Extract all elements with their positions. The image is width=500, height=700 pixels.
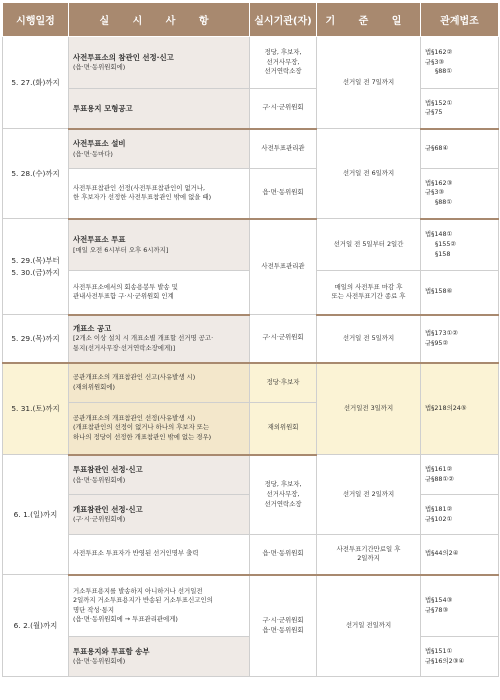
standard-line: 2일까지	[357, 554, 380, 563]
task-line: 사전투표참관인 선정(사전투표참관인이 없거나,	[73, 183, 206, 192]
law-line: §88①	[435, 198, 453, 207]
agency-line: 선거연락소장	[264, 67, 302, 76]
task-cell	[69, 37, 250, 89]
header-task: 실 시 사 항	[69, 3, 250, 37]
law-cell	[421, 89, 499, 129]
task-line: (개표참관인의 선정이 없거나 하나의 후보자 또는	[73, 423, 210, 432]
date-line: 5. 29.(목)부터	[11, 256, 60, 266]
date-cell: 5. 28.(수)까지	[3, 129, 69, 219]
table-row	[3, 363, 499, 403]
task-line: 관내사전투표함 구·시·군위원회 인계	[73, 292, 174, 301]
task-cell	[69, 315, 250, 363]
agency-cell: 읍·면·동위원회	[250, 535, 317, 575]
task-cell	[69, 169, 250, 219]
standard-cell: 선거일 전 5일부터 2일간	[317, 219, 421, 271]
task-cell	[69, 219, 250, 271]
law-line: 법§152①	[425, 98, 453, 107]
task-line: 명단 작성·통지	[73, 605, 115, 614]
task-cell	[69, 129, 250, 169]
task-title: 사전투표소 설비	[73, 139, 126, 149]
task-cell	[69, 363, 250, 403]
agency-cell	[250, 455, 317, 535]
agency-line: 구·시·군위원회	[262, 616, 304, 625]
law-cell	[421, 495, 499, 535]
standard-line: 또는 사전투표기간 종료 후	[331, 292, 406, 301]
table-row	[3, 535, 499, 575]
law-line: 법§162③	[425, 178, 453, 187]
task-sub: (읍·면·동위원회에)	[73, 475, 126, 484]
task-cell	[69, 271, 250, 315]
law-cell	[421, 637, 499, 677]
law-line: 법§161②	[425, 464, 453, 473]
task-cell: 사전투표소 투표자가 반영된 선거인명부 출력	[69, 535, 250, 575]
agency-cell: 재외위원회	[250, 403, 317, 455]
agency-line: 선거사무장,	[266, 57, 300, 66]
task-title: 투표참관인 선정·신고	[73, 465, 143, 475]
table-row	[3, 89, 499, 129]
agency-cell: 사전투표관리관	[250, 129, 317, 169]
agency-cell: 읍·면·동위원회	[250, 169, 317, 219]
standard-cell: 선거일 전 5일까지	[317, 315, 421, 363]
law-cell	[421, 315, 499, 363]
task-line: (읍·면·동위원회에 → 투표관리관에게)	[73, 615, 178, 624]
task-title: 사전투표소의 참관인 선정·신고	[73, 53, 174, 63]
law-cell: 법§218의24⑤	[421, 363, 499, 455]
law-line: 규§75	[425, 108, 443, 117]
task-sub: (읍·면·동위원회에)	[73, 63, 126, 72]
standard-cell: 선거일 전 2일까지	[317, 455, 421, 535]
task-sub: (읍·면·동마다)	[73, 149, 113, 158]
table-row	[3, 37, 499, 89]
law-cell: 법§44의2④	[421, 535, 499, 575]
date-cell: 5. 27.(화)까지	[3, 37, 69, 129]
standard-cell: 선거일 전일까지	[317, 575, 421, 677]
task-line: 공관개표소의 개표참관인 선정(사유발생 시)	[73, 413, 196, 422]
task-sub: (읍·면·동위원회에)	[73, 657, 126, 666]
law-cell: 규§68④	[421, 129, 499, 169]
law-line: 규§102①	[425, 514, 453, 523]
task-cell	[69, 455, 250, 495]
law-line: 법§181②	[425, 504, 453, 513]
task-sub: (구·시·군위원회에)	[73, 515, 126, 524]
task-line: 사전투표소에서의 회송용봉투 발송 및	[73, 282, 178, 291]
standard-cell	[317, 535, 421, 575]
task-line: 한 후보자가 선정한 사전투표참관인 밖에 없을 때)	[73, 193, 212, 202]
agency-cell	[250, 575, 317, 677]
law-cell	[421, 455, 499, 495]
law-line: 법§148①	[425, 230, 453, 239]
task-cell	[69, 495, 250, 535]
header-standard: 기 준 일	[317, 3, 421, 37]
task-cell	[69, 637, 250, 677]
standard-cell: 선거일전 3일까지	[317, 363, 421, 455]
task-line: 공관개표소의 개표참관인 신고(사유발생 시)	[73, 373, 196, 382]
law-line: 법§162②	[425, 48, 453, 57]
law-cell	[421, 37, 499, 89]
agency-line: 선거사무장,	[266, 489, 300, 498]
task-line: (재외위원회에)	[73, 382, 116, 391]
law-line: §158	[435, 249, 451, 258]
law-cell	[421, 219, 499, 271]
task-title: 개표소 공고	[73, 324, 112, 334]
law-cell	[421, 169, 499, 219]
task-title: 사전투표소 투표	[73, 235, 126, 245]
task-title: 개표참관인 선정·신고	[73, 505, 143, 515]
table-header-row	[3, 3, 499, 37]
agency-line: 읍·면·동위원회	[262, 625, 304, 634]
agency-cell	[250, 37, 317, 89]
task-title: 투표용지와 투표함 송부	[73, 647, 150, 657]
date-cell: 5. 31.(토)까지	[3, 363, 69, 455]
task-sub: [매일 오전 6시부터 오후 6시까지]	[73, 245, 169, 254]
agency-line: 선거연락소장	[264, 499, 302, 508]
task-sub: 통지(선거사무장·선거연락소장에게)]	[73, 344, 176, 353]
agency-line: 정당, 후보자,	[264, 48, 302, 57]
election-schedule-table	[2, 2, 499, 677]
agency-line: 정당, 후보자,	[264, 480, 302, 489]
date-cell: 5. 29.(목)까지	[3, 315, 69, 363]
law-line: 규§3③	[425, 57, 445, 66]
agency-cell: 사전투표관리관	[250, 219, 317, 315]
law-line: 규§78③	[425, 605, 449, 614]
standard-cell: 선거일 전 6일까지	[317, 129, 421, 219]
table-row	[3, 315, 499, 363]
standard-cell	[317, 271, 421, 315]
law-cell: 법§158⑥	[421, 271, 499, 315]
date-line: 5. 30.(금)까지	[11, 267, 60, 277]
date-cell: 6. 2.(월)까지	[3, 575, 69, 677]
task-sub: [2개소 이상 설치 시 개표소별 개표할 선거명 공고·	[73, 334, 214, 343]
date-cell: 6. 1.(일)까지	[3, 455, 69, 575]
task-line: 거소투표용지를 발송하지 아니하거나 선거일전	[73, 586, 203, 595]
standard-cell: 선거일 전 7일까지	[317, 37, 421, 129]
header-date: 시행일정	[3, 3, 69, 37]
law-line: 규§88①②	[425, 474, 454, 483]
law-line: 규§16의2③④	[425, 656, 465, 665]
task-title: 투표용지 모형공고	[73, 103, 133, 113]
task-cell	[69, 575, 250, 637]
task-line: 2일까지 거소투표용지가 반송된 거소투표신고인의	[73, 596, 213, 605]
table-row	[3, 129, 499, 169]
agency-cell: 구·시·군위원회	[250, 315, 317, 363]
law-line: 규§95②	[425, 338, 449, 347]
law-line: 법§154③	[425, 596, 453, 605]
standard-line: 사전투표기간만료일 후	[336, 544, 401, 553]
date-cell	[3, 219, 69, 315]
agency-cell: 정당·후보자	[250, 363, 317, 403]
table-row	[3, 219, 499, 271]
header-law: 관계법조	[421, 3, 499, 37]
law-line: §88①	[435, 67, 453, 76]
law-line: §155②	[435, 239, 457, 248]
law-line: 법§173①②	[425, 328, 459, 337]
law-cell	[421, 575, 499, 637]
table-row	[3, 455, 499, 495]
law-line: 규§3③	[425, 188, 445, 197]
task-cell	[69, 89, 250, 129]
task-line: 하나의 정당이 선정한 개표참관인 밖에 없는 경우)	[73, 433, 212, 442]
table-row	[3, 575, 499, 637]
task-cell	[69, 403, 250, 455]
header-agency: 실시기관(자)	[250, 3, 317, 37]
law-line: 법§151①	[425, 646, 453, 655]
agency-cell: 구·시·군위원회	[250, 89, 317, 129]
standard-line: 매일의 사전투표 마감 후	[334, 282, 403, 291]
table-row	[3, 169, 499, 219]
